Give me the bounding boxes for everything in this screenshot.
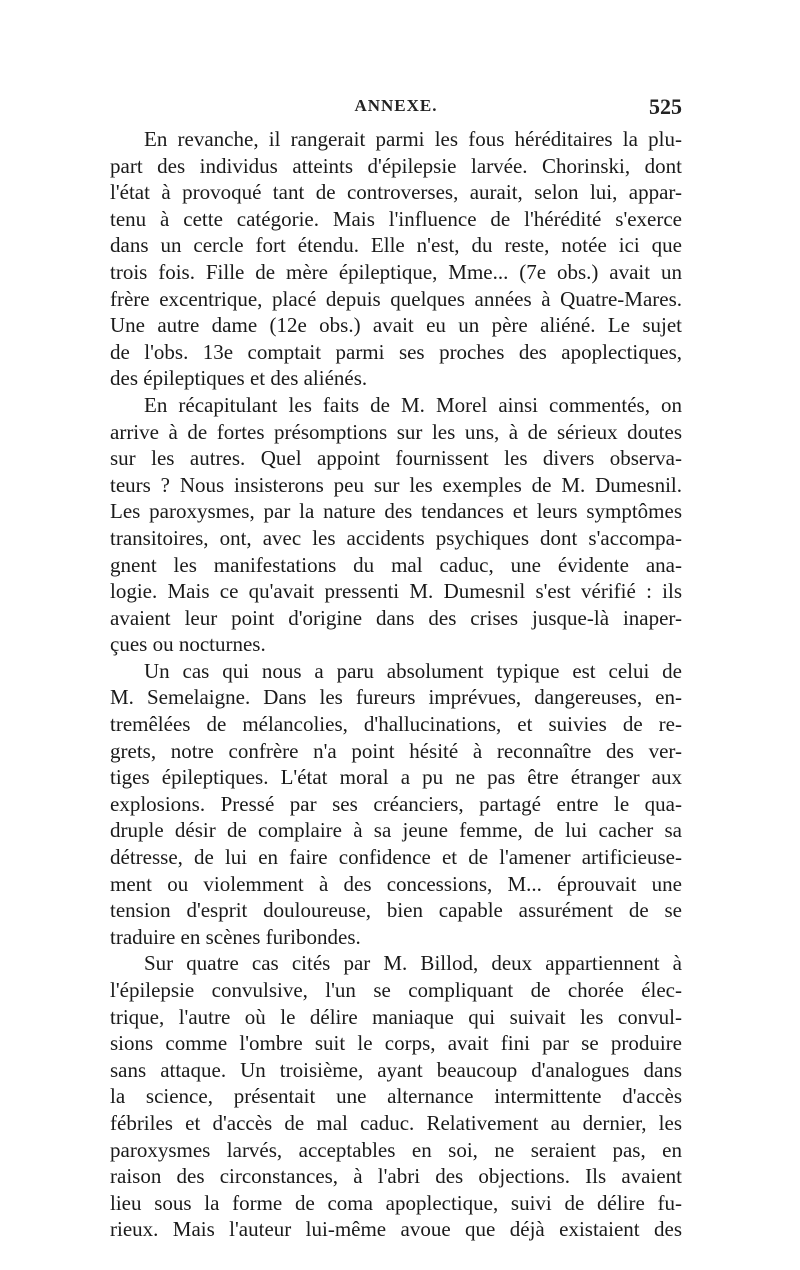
text-line: dans un cercle fort étendu. Elle n'est, du reste, notée ici que	[110, 233, 682, 258]
text-line: Un cas qui nous a paru absolument typique est celui de	[144, 658, 682, 683]
text-line: çues ou nocturnes.	[110, 632, 266, 657]
text-line: paroxysmes larvés, acceptables en soi, ne seraient pas, en	[110, 1137, 682, 1162]
text-line: Les paroxysmes, par la nature des tendances et leurs symptômes	[110, 499, 682, 524]
running-title: ANNEXE.	[354, 96, 438, 115]
text-line: des épileptiques et des aliénés.	[110, 366, 368, 391]
text-line: tension d'esprit douloureuse, bien capable assurément de se	[110, 898, 682, 923]
running-head	[110, 96, 682, 124]
text-line: sans attaque. Un troisième, ayant beaucoup d'analogues dans	[110, 1057, 682, 1082]
paragraph	[110, 658, 682, 951]
text-line: l'état à provoqué tant de controverses, aurait, selon lui, appar-	[110, 180, 682, 205]
text-line: explosions. Pressé par ses créanciers, partagé entre le qua-	[110, 791, 682, 816]
text-line: sions comme l'ombre suit le corps, avait fini par se produire	[110, 1031, 682, 1056]
text-line: rieux. Mais l'auteur lui-même avoue que déjà existaient des	[110, 1217, 682, 1242]
text-line: avaient leur point d'origine dans des crises jusque-là inaper-	[110, 605, 682, 630]
text-line: fébriles et d'accès de mal caduc. Relativement au dernier, les	[110, 1110, 682, 1135]
text-line: En revanche, il rangerait parmi les fous héréditaires la plu-	[144, 127, 682, 151]
text-line: trique, l'autre où le délire maniaque qui suivait les convul-	[110, 1004, 682, 1029]
paragraph	[110, 126, 682, 392]
text-line: sur les autres. Quel appoint fournissent les divers observa-	[110, 446, 682, 471]
text-line: trois fois. Fille de mère épileptique, Mme... (7e obs.) avait un	[110, 259, 682, 284]
text-line: détresse, de lui en faire confidence et de l'amener artificieuse-	[110, 845, 682, 870]
paragraph	[110, 950, 682, 1243]
text-line: En récapitulant les faits de M. Morel ainsi commentés, on	[144, 392, 682, 417]
text-line: transitoires, ont, avec les accidents psychiques dont s'accompa-	[110, 525, 682, 550]
text-line: gnent les manifestations du mal caduc, une évidente ana-	[110, 552, 682, 577]
text-line: arrive à de fortes présomptions sur les uns, à de sérieux doutes	[110, 419, 682, 444]
text-line: tremêlées de mélancolies, d'hallucinations, et suivies de re-	[110, 712, 682, 737]
text-line: lieu sous la forme de coma apoplectique, suivi de délire fu-	[110, 1190, 682, 1215]
text-line: la science, présentait une alternance intermittente d'accès	[110, 1084, 682, 1109]
text-line: raison des circonstances, à l'abri des objections. Ils avaient	[110, 1164, 682, 1189]
text-line: tenu à cette catégorie. Mais l'influence de l'hérédité s'exerce	[110, 206, 682, 231]
text-line: tiges épileptiques. L'état moral a pu ne pas être étranger aux	[110, 765, 682, 790]
text-line: Sur quatre cas cités par M. Billod, deux appartiennent à	[144, 951, 682, 976]
text-line: ment ou violemment à des concessions, M... éprouvait une	[110, 871, 682, 896]
page-number: 525	[649, 94, 682, 119]
text-line: grets, notre confrère n'a point hésité à reconnaître des ver-	[110, 738, 682, 763]
text-line: M. Semelaigne. Dans les fureurs imprévues, dangereuses, en-	[110, 685, 682, 710]
text-line: druple désir de complaire à sa jeune femme, de lui cacher sa	[110, 818, 682, 843]
text-line: traduire en scènes furibondes.	[110, 924, 361, 949]
text-line: Une autre dame (12e obs.) avait eu un père aliéné. Le sujet	[110, 313, 682, 338]
body-text	[110, 126, 682, 1243]
paragraph	[110, 392, 682, 658]
text-line: logie. Mais ce qu'avait pressenti M. Dumesnil s'est vérifié : ils	[110, 579, 682, 604]
text-line: teurs ? Nous insisterons peu sur les exemples de M. Dumesnil.	[110, 472, 682, 497]
text-line: l'épilepsie convulsive, l'un se compliquant de chorée élec-	[110, 978, 682, 1002]
text-line: de l'obs. 13e comptait parmi ses proches des apoplectiques,	[110, 339, 682, 364]
text-line: part des individus atteints d'épilepsie larvée. Chorinski, dont	[110, 153, 682, 178]
text-line: frère excentrique, placé depuis quelques années à Quatre-Mares.	[110, 286, 682, 311]
